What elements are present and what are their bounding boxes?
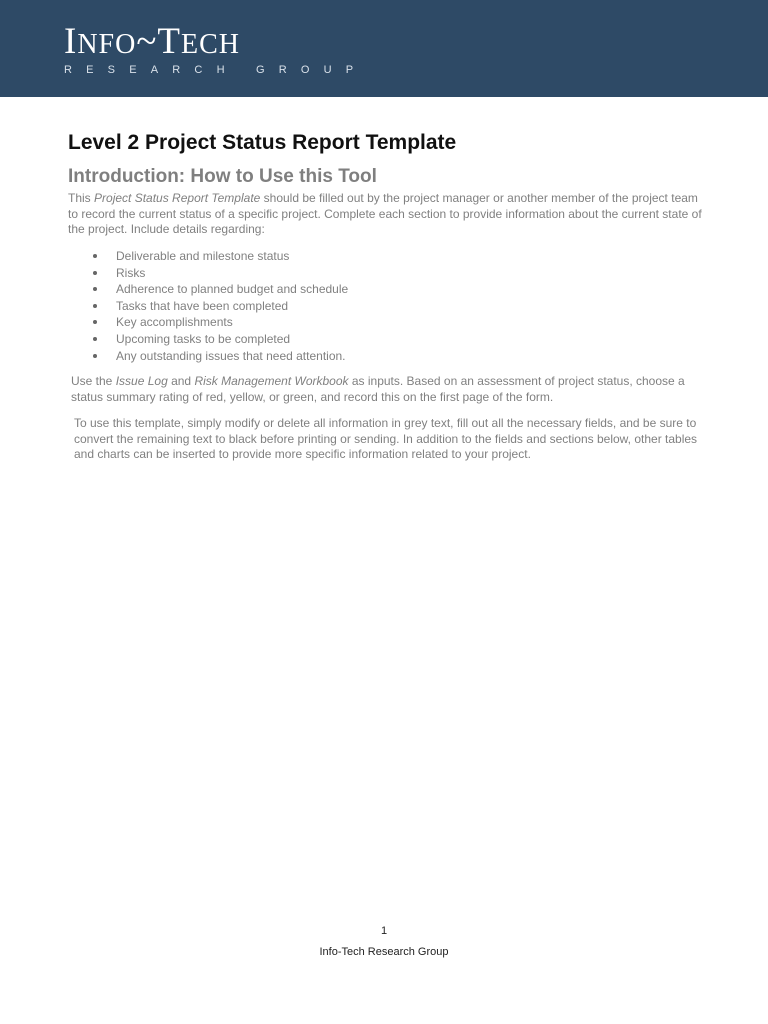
usage-paragraph: Use the Issue Log and Risk Management Workbook as inputs. Based on an assessment of project status, choose a status summary rating of red, yellow, or green, and record this on the first page of the form.: [71, 374, 685, 404]
bullet-icon: [93, 337, 97, 341]
list-item: Upcoming tasks to be completed: [92, 331, 348, 348]
footer-text: Info-Tech Research Group: [319, 946, 449, 958]
instructions-paragraph: To use this template, simply modify or delete all information in grey text, fill out all the necessary fields, and be sure to convert the remaining text to black before printing or sending. In addition to the fields and sections below, other tables and charts can be inserted to provide more specific information related to your project.: [74, 416, 698, 461]
bullet-icon: [93, 287, 97, 291]
bullet-icon: [93, 320, 97, 324]
section-heading: Introduction: How to Use this Tool: [68, 166, 377, 187]
list-item: Adherence to planned budget and schedule: [92, 281, 348, 298]
bullet-icon: [93, 254, 97, 258]
company-logo-subtitle: RESEARCH GROUP: [64, 64, 368, 76]
company-logo: INFO~TECH: [64, 21, 240, 62]
list-item: Deliverable and milestone status: [92, 248, 348, 265]
page-number: 1: [380, 925, 388, 937]
list-item: Key accomplishments: [92, 314, 348, 331]
list-item: Tasks that have been completed: [92, 298, 348, 315]
bullet-icon: [93, 354, 97, 358]
intro-paragraph: This Project Status Report Template should be filled out by the project manager or another member of the project team to record the current status of a specific project. Complete each section to provide information about the current state of the project. Include details regarding:: [68, 191, 702, 236]
document-title: Level 2 Project Status Report Template: [68, 131, 457, 154]
list-item: Risks: [92, 265, 348, 282]
bullet-icon: [93, 304, 97, 308]
header-banner: [0, 0, 768, 97]
bullet-icon: [93, 271, 97, 275]
details-list: [92, 248, 348, 364]
list-item: Any outstanding issues that need attention.: [92, 348, 348, 365]
